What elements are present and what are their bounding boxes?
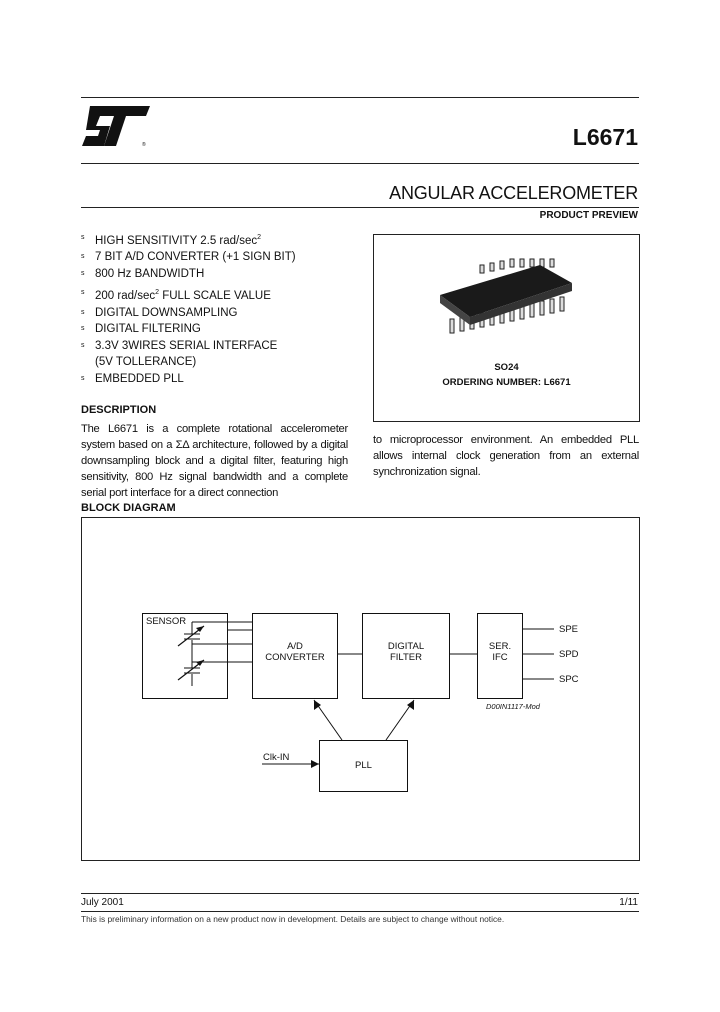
svg-text:®: ®	[142, 142, 146, 148]
bullet-icon: s	[81, 269, 85, 277]
pll-block: PLL	[319, 740, 408, 792]
spd-pin: SPD	[559, 649, 579, 660]
package-box	[373, 234, 640, 422]
bullet-icon: s	[81, 374, 85, 382]
bullet-icon: s	[81, 234, 85, 241]
feature-item: s 7 BIT A/D CONVERTER (+1 SIGN BIT)	[81, 249, 371, 266]
so24-chip-icon	[436, 257, 576, 343]
digital-filter-block: DIGITAL FILTER	[362, 613, 450, 699]
footer-rule	[81, 893, 639, 894]
description-heading: DESCRIPTION	[81, 404, 157, 416]
spc-pin: SPC	[559, 674, 579, 685]
footer-rule-2	[81, 911, 639, 912]
preliminary-notice: This is preliminary information on a new product now in development. Details are subject to change without notice.	[81, 914, 505, 924]
top-rule	[81, 97, 639, 98]
feature-item: s DIGITAL DOWNSAMPLING	[81, 305, 371, 322]
part-number: L6671	[572, 124, 638, 150]
description-text: The L6671 is a complete rotational accelerometer system based on a ΣΔ architecture, followed by a digital downsampling block and a digital filter, featuring high sensitivity, 800 Hz signal bandwidth and a complete serial port interface for a direct connection	[81, 423, 348, 499]
serial-interface-block: SER. IFC	[477, 613, 523, 699]
title-rule	[81, 207, 639, 208]
drawing-code: D00IN1117-Mod	[486, 702, 540, 711]
st-logo-icon	[80, 104, 152, 150]
package-name: SO24	[494, 362, 519, 373]
footer-date: July 2001	[81, 897, 124, 908]
clk-in-label: Clk-IN	[263, 752, 290, 763]
sensor-label: SENSOR	[146, 616, 187, 627]
bullet-icon: s	[81, 308, 85, 316]
page-title: ANGULAR ACCELEROMETER	[389, 183, 638, 203]
page-number: 1/11	[619, 897, 638, 908]
bullet-icon: s	[81, 325, 85, 333]
feature-item: s EMBEDDED PLL	[81, 371, 371, 388]
block-diagram	[81, 517, 640, 861]
bullet-icon: s	[81, 341, 85, 349]
adc-block: A/D CONVERTER	[252, 613, 338, 699]
feature-item: s 200 rad/$\sec^2$ FULL SCALE VALUE	[81, 285, 371, 304]
feature-item: s 3.3V 3WIRES SERIAL INTERFACE (5V TOLLERANCE)	[81, 339, 278, 369]
header-rule	[81, 163, 639, 164]
feature-list	[81, 230, 371, 387]
sensor-block	[142, 613, 228, 699]
product-preview-label: PRODUCT PREVIEW	[539, 210, 638, 221]
description-text-continued: to microprocessor environment. An embedded PLL allows internal clock generation from an external synchronization signal.	[373, 434, 639, 478]
feature-item: s 800 Hz BANDWIDTH	[81, 266, 371, 283]
feature-item: s HIGH SENSITIVITY 2.5 rad/$\sec^2$	[81, 230, 371, 249]
feature-item: s DIGITAL FILTERING	[81, 321, 371, 338]
bullet-icon: s	[81, 289, 85, 297]
block-diagram-heading: BLOCK DIAGRAM	[81, 502, 176, 514]
bullet-icon: s	[81, 253, 85, 261]
ordering-number: ORDERING NUMBER: L6671	[442, 377, 571, 388]
spe-pin: SPE	[559, 624, 579, 635]
